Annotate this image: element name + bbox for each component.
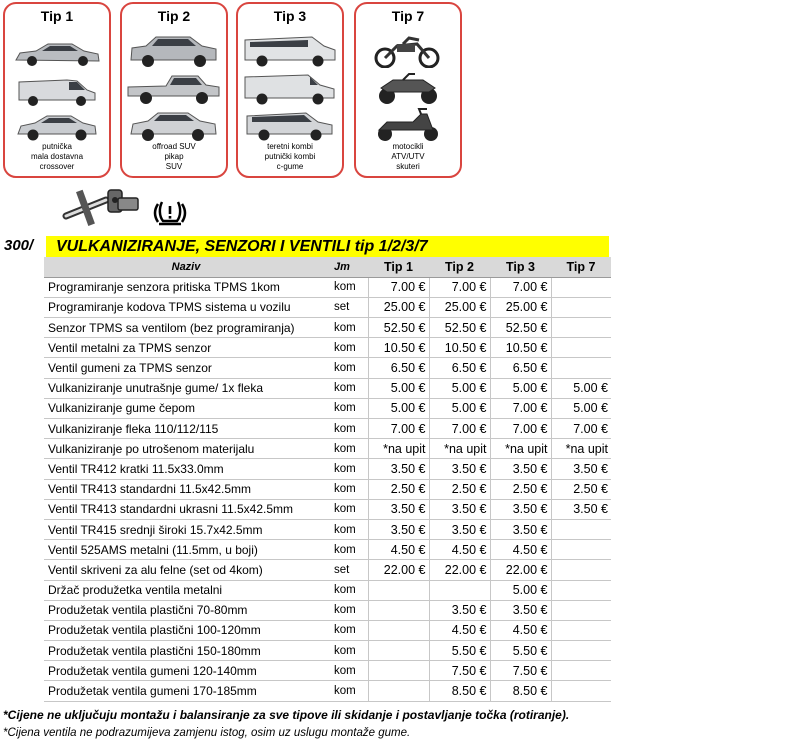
table-row (44, 600, 611, 620)
service-name: Produžetak ventila plastični 100-120mm (44, 620, 328, 640)
unit: kom (328, 338, 368, 358)
price-tip1: 25.00 € (368, 297, 429, 317)
caption: ATV/UTV (391, 152, 425, 161)
table-row (44, 479, 611, 499)
price-tip2: 10.50 € (429, 338, 490, 358)
col-header-tip7: Tip 7 (551, 257, 611, 277)
price-tip3: 3.50 € (490, 600, 551, 620)
unit: kom (328, 540, 368, 560)
price-tip7: 2.50 € (551, 479, 611, 499)
price-tip1: 2.50 € (368, 479, 429, 499)
price-tip1 (368, 681, 429, 701)
card-tip2 (120, 2, 228, 178)
price-tip3: 7.00 € (490, 398, 551, 418)
price-tip3: 5.00 € (490, 378, 551, 398)
price-tip2: 22.00 € (429, 560, 490, 580)
price-tip7 (551, 681, 611, 701)
service-name: Ventil TR415 srednji široki 15.7x42.5mm (44, 519, 328, 539)
table-row (44, 620, 611, 640)
price-tip1: 3.50 € (368, 499, 429, 519)
price-tip7: 5.00 € (551, 378, 611, 398)
unit: kom (328, 620, 368, 640)
table-row (44, 459, 611, 479)
price-tip3: 22.00 € (490, 560, 551, 580)
unit: kom (328, 419, 368, 439)
unit: kom (328, 600, 368, 620)
service-name: Ventil 525AMS metalni (11.5mm, u boji) (44, 540, 328, 560)
tpms-warning-icon (153, 198, 187, 226)
service-name: Držač produžetka ventila metalni (44, 580, 328, 600)
table-row (44, 681, 611, 701)
price-tip1 (368, 620, 429, 640)
table-row (44, 519, 611, 539)
table-row (44, 580, 611, 600)
price-tip1 (368, 580, 429, 600)
price-tip7: 3.50 € (551, 459, 611, 479)
unit: kom (328, 439, 368, 459)
card-tip3 (236, 2, 344, 178)
card-tip7 (354, 2, 462, 178)
price-tip2: 2.50 € (429, 479, 490, 499)
price-tip1 (368, 641, 429, 661)
suv-offroad-icon (128, 34, 220, 68)
col-header-tip2: Tip 2 (429, 257, 490, 277)
col-header-tip3: Tip 3 (490, 257, 551, 277)
caption: motocikli (392, 142, 424, 151)
unit: kom (328, 681, 368, 701)
price-tip2: 7.00 € (429, 419, 490, 439)
service-name: Programiranje kodova TPMS sistema u vozilu (44, 297, 328, 317)
unit: kom (328, 378, 368, 398)
unit: kom (328, 358, 368, 378)
card-title: Tip 3 (273, 8, 307, 24)
price-tip3: 7.50 € (490, 661, 551, 681)
price-tip2: 6.50 € (429, 358, 490, 378)
service-name: Programiranje senzora pritiska TPMS 1kom (44, 277, 328, 297)
price-tip2: 4.50 € (429, 540, 490, 560)
footnote-prices: *Cijene ne uključuju montažu i balansiranje za sve tipove ili skidanje i postavljanje točka (rotiranje). (3, 708, 570, 722)
footnote-valves: *Cijena ventila ne podrazumijeva zamjenu istog, osim uz uslugu montaže gume. (3, 727, 411, 739)
price-tip7 (551, 358, 611, 378)
price-tip3: 5.50 € (490, 641, 551, 661)
card-captions (356, 142, 460, 172)
caption: SUV (165, 162, 183, 171)
caption: pikap (164, 152, 184, 161)
scooter-icon (373, 108, 443, 142)
price-tip7: 7.00 € (551, 419, 611, 439)
price-tip7: *na upit (551, 439, 611, 459)
service-name: Vulkaniziranje fleka 110/112/115 (44, 419, 328, 439)
price-tip2: 3.50 € (429, 600, 490, 620)
service-name: Vulkaniziranje gume čepom (44, 398, 328, 418)
service-name: Produžetak ventila plastični 150-180mm (44, 641, 328, 661)
price-tip7 (551, 560, 611, 580)
price-tip1 (368, 661, 429, 681)
service-name: Produžetak ventila gumeni 170-185mm (44, 681, 328, 701)
price-tip3: 8.50 € (490, 681, 551, 701)
motorcycle-icon (373, 34, 443, 68)
caption: teretni kombi (267, 142, 313, 151)
passenger-van-icon (244, 110, 336, 142)
price-tip3: 6.50 € (490, 358, 551, 378)
price-tip2: 5.00 € (429, 398, 490, 418)
service-name: Vulkaniziranje unutrašnje gume/ 1x fleka (44, 378, 328, 398)
card-title: Tip 1 (40, 8, 74, 24)
price-tip7 (551, 580, 611, 600)
service-name: Ventil TR413 standardni ukrasni 11.5x42.5mm (44, 499, 328, 519)
minibus-icon (242, 34, 338, 68)
price-table (44, 257, 611, 702)
service-name: Ventil gumeni za TPMS senzor (44, 358, 328, 378)
unit: kom (328, 479, 368, 499)
sedan-icon (12, 40, 102, 68)
price-tip3: 3.50 € (490, 499, 551, 519)
price-tip1: *na upit (368, 439, 429, 459)
price-tip7 (551, 338, 611, 358)
price-tip3: 7.00 € (490, 277, 551, 297)
price-tip2: 52.50 € (429, 318, 490, 338)
price-tip7: 3.50 € (551, 499, 611, 519)
caption: skuteri (396, 162, 420, 171)
pickup-icon (126, 72, 222, 106)
price-tip2: 7.50 € (429, 661, 490, 681)
card-captions (122, 142, 226, 172)
section-number: 300/ (4, 237, 34, 254)
table-row (44, 277, 611, 297)
price-tip7 (551, 297, 611, 317)
table-header-row (44, 257, 611, 277)
caption: putnička (42, 142, 72, 151)
col-header-naziv: Naziv (44, 257, 328, 277)
price-tip1: 6.50 € (368, 358, 429, 378)
price-tip3: 2.50 € (490, 479, 551, 499)
table-row (44, 419, 611, 439)
table-row (44, 398, 611, 418)
price-tip7 (551, 600, 611, 620)
unit: kom (328, 499, 368, 519)
table-row (44, 641, 611, 661)
price-tip1: 3.50 € (368, 519, 429, 539)
price-tip2: *na upit (429, 439, 490, 459)
price-tip7 (551, 277, 611, 297)
price-tip1: 7.00 € (368, 419, 429, 439)
price-tip2: 4.50 € (429, 620, 490, 640)
section-title: VULKANIZIRANJE, SENZORI I VENTILI tip 1/2/3/7 (46, 236, 609, 257)
price-tip3: 7.00 € (490, 419, 551, 439)
price-tip7 (551, 540, 611, 560)
col-header-tip1: Tip 1 (368, 257, 429, 277)
table-body (44, 277, 611, 701)
price-tip3: *na upit (490, 439, 551, 459)
unit: kom (328, 318, 368, 338)
card-captions (5, 142, 109, 172)
price-tip1: 4.50 € (368, 540, 429, 560)
price-tip1 (368, 600, 429, 620)
crossover-icon (15, 112, 99, 142)
price-tip2: 7.00 € (429, 277, 490, 297)
service-name: Senzor TPMS sa ventilom (bez programiranja) (44, 318, 328, 338)
card-tip1 (3, 2, 111, 178)
unit: kom (328, 459, 368, 479)
table-row (44, 338, 611, 358)
card-title: Tip 2 (157, 8, 191, 24)
price-tip3: 4.50 € (490, 620, 551, 640)
table-row (44, 499, 611, 519)
tire-valve-icon (62, 186, 140, 228)
price-tip7: 5.00 € (551, 398, 611, 418)
table-row (44, 297, 611, 317)
caption: offroad SUV (152, 142, 196, 151)
price-tip3: 25.00 € (490, 297, 551, 317)
unit: kom (328, 641, 368, 661)
cargo-van-icon (242, 72, 338, 106)
price-tip7 (551, 519, 611, 539)
price-tip3: 3.50 € (490, 519, 551, 539)
suv-icon (128, 110, 220, 142)
caption: crossover (39, 162, 75, 171)
price-tip2: 3.50 € (429, 499, 490, 519)
price-tip3: 10.50 € (490, 338, 551, 358)
service-name: Ventil TR412 kratki 11.5x33.0mm (44, 459, 328, 479)
service-name: Vulkaniziranje po utrošenom materijalu (44, 439, 328, 459)
price-tip2: 3.50 € (429, 459, 490, 479)
unit: set (328, 297, 368, 317)
price-tip1: 5.00 € (368, 378, 429, 398)
price-tip3: 3.50 € (490, 459, 551, 479)
service-name: Produžetak ventila plastični 70-80mm (44, 600, 328, 620)
atv-icon (373, 72, 443, 106)
price-tip2: 8.50 € (429, 681, 490, 701)
unit: kom (328, 398, 368, 418)
price-tip2: 5.50 € (429, 641, 490, 661)
card-title: Tip 7 (391, 8, 425, 24)
unit: set (328, 560, 368, 580)
service-name: Ventil TR413 standardni 11.5x42.5mm (44, 479, 328, 499)
price-tip2: 5.00 € (429, 378, 490, 398)
caption: putnički kombi (264, 152, 316, 161)
price-tip1: 5.00 € (368, 398, 429, 418)
price-tip2 (429, 580, 490, 600)
price-tip3: 52.50 € (490, 318, 551, 338)
price-tip7 (551, 641, 611, 661)
price-tip3: 4.50 € (490, 540, 551, 560)
caption: mala dostavna (30, 152, 84, 161)
service-name: Produžetak ventila gumeni 120-140mm (44, 661, 328, 681)
price-tip2: 3.50 € (429, 519, 490, 539)
service-name: Ventil skriveni za alu felne (set od 4kom) (44, 560, 328, 580)
card-captions (238, 142, 342, 172)
price-tip1: 52.50 € (368, 318, 429, 338)
table-row (44, 560, 611, 580)
price-tip2: 25.00 € (429, 297, 490, 317)
price-tip3: 5.00 € (490, 580, 551, 600)
col-header-jm: Jm (328, 257, 368, 277)
price-tip1: 22.00 € (368, 560, 429, 580)
table-row (44, 378, 611, 398)
table-row (44, 540, 611, 560)
price-tip7 (551, 620, 611, 640)
unit: kom (328, 277, 368, 297)
table-row (44, 318, 611, 338)
unit: kom (328, 661, 368, 681)
unit: kom (328, 580, 368, 600)
price-tip7 (551, 661, 611, 681)
price-tip7 (551, 318, 611, 338)
service-name: Ventil metalni za TPMS senzor (44, 338, 328, 358)
unit: kom (328, 519, 368, 539)
table-row (44, 358, 611, 378)
caption: c-gume (276, 162, 304, 171)
table-row (44, 439, 611, 459)
price-tip1: 7.00 € (368, 277, 429, 297)
table-row (44, 661, 611, 681)
price-tip1: 10.50 € (368, 338, 429, 358)
van-icon (15, 76, 99, 106)
price-tip1: 3.50 € (368, 459, 429, 479)
